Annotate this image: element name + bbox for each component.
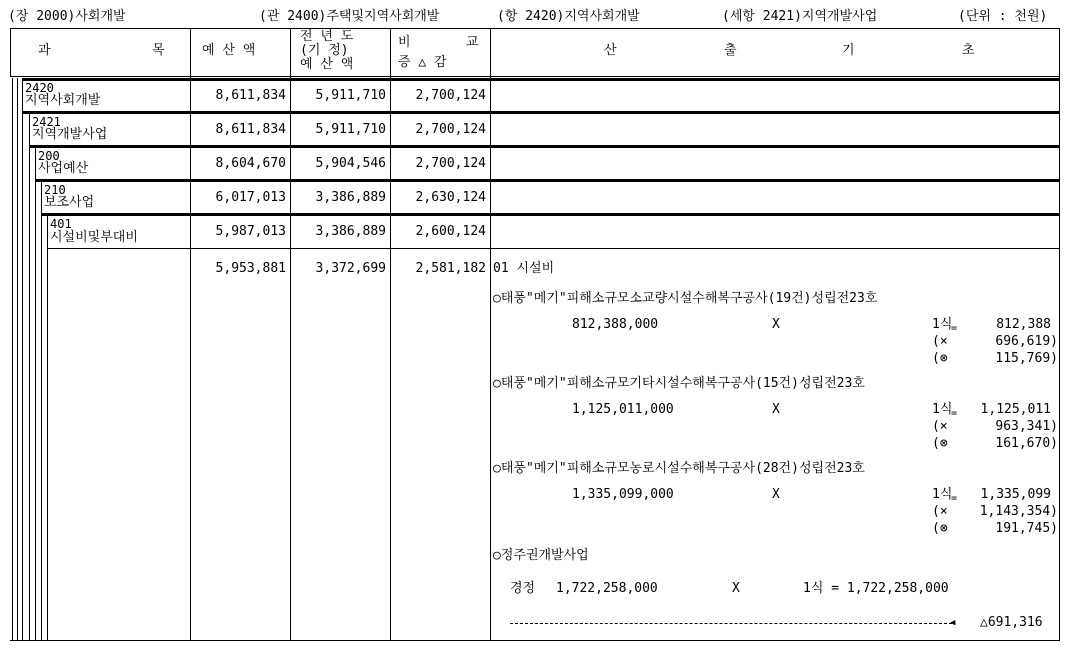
row-code: 210 [44,183,66,197]
row-code: 200 [38,149,60,163]
item-ex2: (⊗ [932,351,948,366]
item-amount: 1,125,011,000 [572,402,674,417]
header-jang: (장 2000)사회개발 [8,9,126,24]
item-label: ○태풍"메기"피해소규모기타시설수해복구공사(15건)성립전23호 [493,376,865,391]
col-diff-l1b: 교 [466,35,479,50]
row-name: 지역개발사업 [32,127,108,142]
row-name: 사업예산 [38,161,89,176]
item-amount: 1,335,099,000 [572,487,674,502]
header-unit: (단위 : 천원) [958,9,1048,24]
row-prev: 5,904,546 [315,156,386,171]
row-prev: 5,911,710 [315,122,386,137]
item-ex1v: 696,619) [995,334,1058,349]
row-prev: 5,911,710 [315,88,386,103]
item-qty: 1식 [932,487,953,502]
item-total: 1,125,011 [980,402,1051,417]
last-formula: 1식 = 1,722,258,000 [803,581,949,596]
row-name: 지역사회개발 [25,93,101,108]
last-label: ○정주권개발사업 [493,548,589,563]
item-amount: 812,388,000 [572,317,659,332]
header-sehang: (세항 2421)지역개발사업 [722,9,878,24]
col-prev-l3: 예 산 액 [300,57,354,72]
row-prev: 3,386,889 [315,224,386,239]
item-ex1: (× [932,504,948,519]
item-x: X [772,402,780,417]
row-budget: 6,017,013 [215,190,286,205]
item-ex1: (× [932,419,948,434]
row-diff: 2,630,124 [415,190,486,205]
item-ex1v: 963,341) [995,419,1058,434]
arrow-icon: ◀ [950,618,956,628]
col-basis-3: 기 [842,43,855,58]
header-hang: (항 2420)지역사회개발 [497,9,640,24]
row-budget: 8,604,670 [215,156,286,171]
col-gwamok-b: 목 [152,43,165,58]
item-eq: = [951,323,958,334]
item-eq: = [951,493,958,504]
row-code: 2420 [25,81,54,95]
last-x: X [732,581,740,596]
row-code: 2421 [32,115,61,129]
detail-diff: 2,581,182 [415,261,486,276]
item-qty: 1식 [932,402,953,417]
col-diff-l1a: 비 [398,35,411,50]
row-diff: 2,700,124 [415,156,486,171]
col-diff-l2: 증 △ 감 [398,55,447,70]
row-name: 시설비및부대비 [50,230,138,245]
last-result: △691,316 [980,615,1043,630]
col-budget: 예 산 액 [202,43,256,58]
col-basis-2: 출 [724,43,737,58]
last-amount: 1,722,258,000 [556,581,658,596]
row-name: 보조사업 [44,195,95,210]
row-budget: 8,611,834 [215,88,286,103]
col-basis-4: 초 [962,43,975,58]
last-prefix: 경정 [510,581,536,596]
col-gwamok-a: 과 [38,43,51,58]
item-ex2: (⊗ [932,436,948,451]
item-ex2v: 191,745) [995,521,1058,536]
detail-budget: 5,953,881 [215,261,286,276]
item-total: 1,335,099 [980,487,1051,502]
item-eq: = [951,408,958,419]
row-budget: 8,611,834 [215,122,286,137]
item-ex1v: 1,143,354) [979,504,1058,519]
item-x: X [772,487,780,502]
dashed-leader [510,623,952,624]
item-x: X [772,317,780,332]
item-qty: 1식 [932,317,953,332]
row-code: 401 [50,217,72,231]
row-diff: 2,700,124 [415,122,486,137]
row-prev: 3,386,889 [315,190,386,205]
col-prev-l2: (기 정) [300,43,349,58]
item-label: ○태풍"메기"피해소규모농로시설수해복구공사(28건)성립전23호 [493,461,865,476]
detail-prev: 3,372,699 [315,261,386,276]
row-diff: 2,700,124 [415,88,486,103]
row-diff: 2,600,124 [415,224,486,239]
item-label: ○태풍"메기"피해소규모소교량시설수해복구공사(19건)성립전23호 [493,291,878,306]
col-prev-l1: 전 년 도 [300,29,354,44]
item-total: 812,388 [996,317,1051,332]
header-gwan: (관 2400)주택및지역사회개발 [259,9,440,24]
item-ex2: (⊗ [932,521,948,536]
item-ex2v: 115,769) [995,351,1058,366]
item-ex1: (× [932,334,948,349]
row-budget: 5,987,013 [215,224,286,239]
detail-title: 01 시설비 [493,261,555,276]
col-basis-1: 산 [604,43,617,58]
item-ex2v: 161,670) [995,436,1058,451]
